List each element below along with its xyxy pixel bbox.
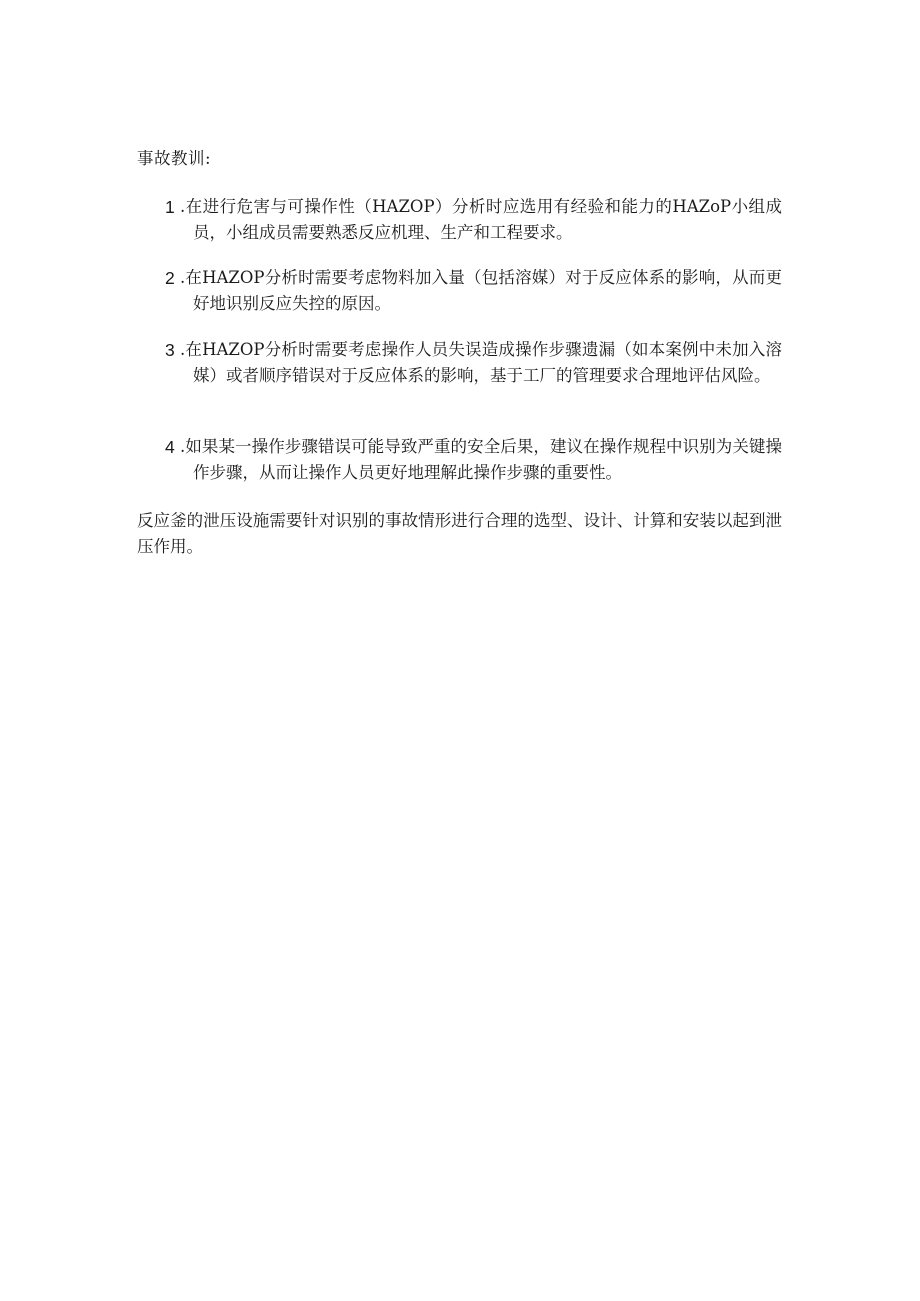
item-text: .在HAZOP分析时需要考虑操作人员失误造成操作步骤遗漏（如本案例中未加入溶媒）或者顺序错误对于反应体系的影响，基于工厂的管理要求合理地评估风险。 xyxy=(180,340,782,385)
item-number: 2 xyxy=(165,268,175,288)
lesson-item-1 xyxy=(137,194,782,246)
closing-paragraph: 反应釜的泄压设施需要针对识别的事故情形进行合理的选型、设计、计算和安装以起到泄压作用。 xyxy=(137,511,782,556)
lesson-item-2 xyxy=(137,265,782,317)
lesson-item-4 xyxy=(137,434,782,486)
item-text: .在HAZOP分析时需要考虑物料加入量（包括溶媒）对于反应体系的影响，从而更好地识别反应失控的原因。 xyxy=(180,268,782,313)
item-text: .在进行危害与可操作性（HAZOP）分析时应选用有经验和能力的HAZoP小组成员，小组成员需要熟悉反应机理、生产和工程要求。 xyxy=(180,197,782,242)
item-number: 1 xyxy=(165,197,175,217)
item-text: .如果某一操作步骤错误可能导致严重的安全后果，建议在操作规程中识别为关键操作步骤，从而让操作人员更好地理解此操作步骤的重要性。 xyxy=(180,437,782,482)
section-heading: 事故教训: xyxy=(137,149,212,168)
lesson-item-3 xyxy=(137,337,782,389)
item-number: 4 xyxy=(165,437,175,457)
item-number: 3 xyxy=(165,340,175,360)
